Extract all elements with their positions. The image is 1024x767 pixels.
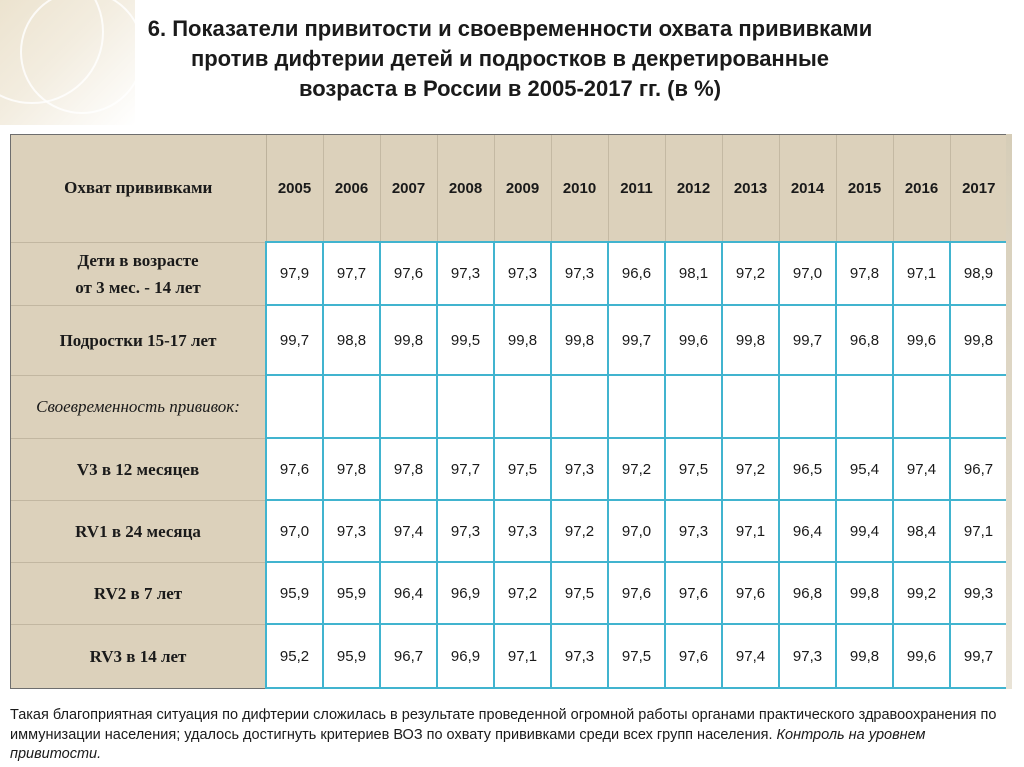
table-row	[11, 438, 1007, 500]
table-cell: 96,4	[380, 562, 437, 624]
table-cell: 97,4	[722, 624, 779, 688]
year-header: 2007	[380, 135, 437, 242]
table-cell: 95,9	[323, 562, 380, 624]
year-header: 2006	[323, 135, 380, 242]
table-cell: 99,7	[266, 305, 323, 375]
table-cell: 97,9	[266, 242, 323, 305]
table-cell: 97,7	[437, 438, 494, 500]
table-cell: 97,3	[551, 438, 608, 500]
year-header: 2017	[950, 135, 1007, 242]
table-cell: 96,4	[779, 500, 836, 562]
table-cell: 95,2	[266, 624, 323, 688]
title-line-1: 6. Показатели привитости и своевременности охвата прививками	[147, 16, 873, 41]
table-cell: 97,1	[494, 624, 551, 688]
row-label-line: RV3 в 14 лет	[89, 646, 187, 666]
row-label-line: Своевременность прививок:	[36, 397, 240, 416]
table-cell: 99,8	[722, 305, 779, 375]
year-header: 2012	[665, 135, 722, 242]
table-cell	[437, 375, 494, 438]
table-cell: 96,6	[608, 242, 665, 305]
table-cell	[893, 375, 950, 438]
table-cell: 96,5	[779, 438, 836, 500]
table-cell: 95,9	[323, 624, 380, 688]
title-line-3: возраста в России в 2005-2017 гг. (в %)	[298, 76, 722, 101]
table-cell: 99,4	[836, 500, 893, 562]
row-label-line: RV2 в 7 лет	[93, 583, 183, 603]
table-row	[11, 375, 1007, 438]
table-row	[11, 305, 1007, 375]
table-cell: 97,8	[836, 242, 893, 305]
row-label	[11, 242, 266, 305]
table-cell: 99,8	[494, 305, 551, 375]
row-label	[11, 624, 266, 688]
row-label	[11, 438, 266, 500]
table-cell: 97,3	[437, 242, 494, 305]
year-header: 2013	[722, 135, 779, 242]
table-cell	[608, 375, 665, 438]
footer-note	[10, 706, 1014, 765]
year-header: 2015	[836, 135, 893, 242]
row-label	[11, 500, 266, 562]
table-row	[11, 242, 1007, 305]
table-cell: 95,4	[836, 438, 893, 500]
table-cell: 99,7	[608, 305, 665, 375]
year-header: 2009	[494, 135, 551, 242]
table-body	[11, 242, 1007, 688]
header-label: Охват прививками	[11, 135, 266, 242]
slide-title	[110, 14, 910, 104]
table-cell: 97,3	[779, 624, 836, 688]
table-cell	[950, 375, 1007, 438]
table-cell: 96,8	[779, 562, 836, 624]
year-header: 2011	[608, 135, 665, 242]
table-cell: 98,9	[950, 242, 1007, 305]
table-cell: 97,3	[437, 500, 494, 562]
table-cell: 97,5	[551, 562, 608, 624]
table-cell: 97,0	[608, 500, 665, 562]
table-cell: 97,0	[779, 242, 836, 305]
table-cell	[836, 375, 893, 438]
table-cell: 96,7	[380, 624, 437, 688]
table-cell: 97,1	[950, 500, 1007, 562]
row-label	[11, 375, 266, 438]
table-cell	[665, 375, 722, 438]
table-cell: 97,3	[665, 500, 722, 562]
table-cell: 97,6	[266, 438, 323, 500]
table-cell: 97,2	[608, 438, 665, 500]
table-cell: 97,7	[323, 242, 380, 305]
table-cell: 99,7	[950, 624, 1007, 688]
table-row	[11, 500, 1007, 562]
table-cell: 97,2	[494, 562, 551, 624]
row-label-line: RV1 в 24 месяца	[75, 521, 201, 541]
table-cell: 97,3	[494, 500, 551, 562]
year-header: 2010	[551, 135, 608, 242]
table-cell: 97,1	[893, 242, 950, 305]
row-label-line: от 3 мес. - 14 лет	[75, 277, 201, 297]
row-label-line: Подростки 15-17 лет	[59, 330, 217, 350]
table-cell: 97,6	[380, 242, 437, 305]
table-row	[11, 562, 1007, 624]
table-cell: 97,5	[665, 438, 722, 500]
title-line-2: против дифтерии детей и подростков в декретированные	[190, 46, 830, 71]
year-header: 2014	[779, 135, 836, 242]
footer-text: Такая благоприятная ситуация по дифтерии сложилась в результате проведенной огромной работы органами практического здравоохранения по иммунизации населения; удалось достигнуть критериев ВОЗ по охвату прививками среди всех групп населения.	[10, 707, 997, 743]
table-cell: 96,9	[437, 562, 494, 624]
table-cell: 97,5	[608, 624, 665, 688]
table-cell	[494, 375, 551, 438]
table-cell: 97,1	[722, 500, 779, 562]
table-cell: 97,2	[722, 438, 779, 500]
year-header: 2016	[893, 135, 950, 242]
year-header: 2005	[266, 135, 323, 242]
table-cell: 97,6	[665, 562, 722, 624]
table-cell: 96,7	[950, 438, 1007, 500]
table-cell	[380, 375, 437, 438]
table-cell: 99,6	[893, 305, 950, 375]
row-label	[11, 305, 266, 375]
table-container	[10, 134, 1006, 689]
table-cell: 97,3	[551, 624, 608, 688]
table-cell: 97,6	[665, 624, 722, 688]
table-cell: 97,8	[380, 438, 437, 500]
row-label-line: V3 в 12 месяцев	[76, 459, 200, 479]
table-cell: 99,8	[950, 305, 1007, 375]
table-cell: 99,7	[779, 305, 836, 375]
table-cell: 97,4	[893, 438, 950, 500]
table-cell: 97,8	[323, 438, 380, 500]
table-cell: 99,8	[836, 624, 893, 688]
table-cell: 98,1	[665, 242, 722, 305]
table-cell: 96,9	[437, 624, 494, 688]
row-label	[11, 562, 266, 624]
table-cell: 97,6	[608, 562, 665, 624]
table-cell	[266, 375, 323, 438]
table-cell: 97,3	[551, 242, 608, 305]
table-cell: 97,3	[323, 500, 380, 562]
year-header: 2008	[437, 135, 494, 242]
table-cell: 97,2	[551, 500, 608, 562]
table-cell: 99,5	[437, 305, 494, 375]
table-cell: 99,3	[950, 562, 1007, 624]
table-cell: 96,8	[836, 305, 893, 375]
row-label-line: Дети в возрасте	[77, 250, 199, 270]
table-cell: 97,6	[722, 562, 779, 624]
table-cell: 99,8	[380, 305, 437, 375]
table-cell: 97,0	[266, 500, 323, 562]
table-cell	[779, 375, 836, 438]
table-cell	[323, 375, 380, 438]
header-row	[11, 135, 1007, 242]
table-cell: 99,6	[893, 624, 950, 688]
table-cell	[551, 375, 608, 438]
table-cell: 97,5	[494, 438, 551, 500]
table-cell: 99,2	[893, 562, 950, 624]
table-cell: 99,6	[665, 305, 722, 375]
table-cell: 99,8	[551, 305, 608, 375]
table-cell: 98,4	[893, 500, 950, 562]
table-row	[11, 624, 1007, 688]
table-cell: 95,9	[266, 562, 323, 624]
vaccination-table	[11, 135, 1008, 689]
footer-italic-text: Контроль на уровнем привитости.	[10, 726, 926, 762]
table-cell: 97,3	[494, 242, 551, 305]
table-cell: 97,4	[380, 500, 437, 562]
table-cell	[722, 375, 779, 438]
right-edge-strip	[1006, 134, 1012, 689]
table-cell: 98,8	[323, 305, 380, 375]
table-cell: 99,8	[836, 562, 893, 624]
table-cell: 97,2	[722, 242, 779, 305]
